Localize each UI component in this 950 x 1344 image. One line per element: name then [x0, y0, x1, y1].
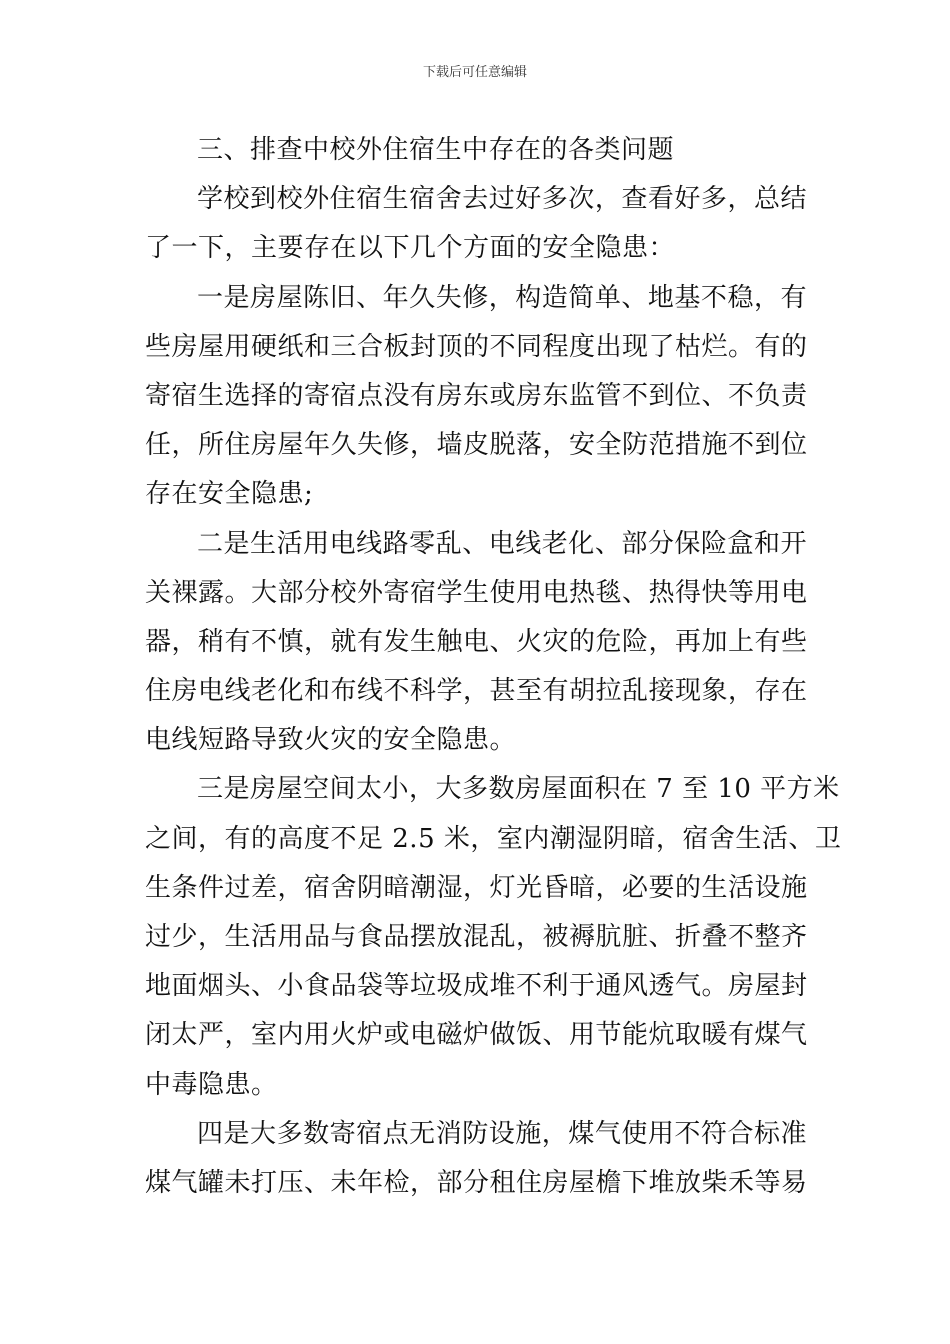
text-line: 之间，有的高度不足 2.5 米，室内潮湿阴暗，宿舍生活、卫: [145, 823, 842, 854]
text-line: 电线短路导致火灾的安全隐患。: [145, 725, 517, 756]
text-line: 中毒隐患。: [145, 1069, 278, 1100]
text-line: 了一下，主要存在以下几个方面的安全隐患：: [145, 233, 676, 264]
document-body: [145, 126, 842, 1208]
text-line: 地面烟头、小食品袋等垃圾成堆不利于通风透气。房屋封: [145, 971, 808, 1002]
text-line: 煤气罐未打压、未年检，部分租住房屋檐下堆放柴禾等易: [145, 1167, 808, 1198]
text-line: 一是房屋陈旧、年久失修，构造简单、地基不稳，有: [197, 282, 807, 313]
text-line: 些房屋用硬纸和三合板封顶的不同程度出现了枯烂。有的: [145, 331, 808, 362]
text-line: 闭太严，室内用火炉或电磁炉做饭、用节能炕取暖有煤气: [145, 1020, 808, 1051]
text-line: 学校到校外住宿生宿舍去过好多次，查看好多，总结: [197, 184, 807, 215]
text-line: 住房电线老化和布线不科学，甚至有胡拉乱接现象，存在: [145, 676, 808, 707]
text-line: 生条件过差，宿舍阴暗潮湿，灯光昏暗，必要的生活设施: [145, 872, 808, 903]
text-line: 三是房屋空间太小，大多数房屋面积在 7 至 10 平方米: [197, 774, 840, 805]
text-line: 存在安全隐患;: [145, 479, 314, 510]
text-line: 三、排查中校外住宿生中存在的各类问题: [197, 135, 675, 165]
text-line: 任，所住房屋年久失修，墙皮脱落，安全防范措施不到位: [145, 430, 808, 461]
text-line: 关裸露。大部分校外寄宿学生使用电热毯、热得快等用电: [145, 577, 808, 608]
text-line: 四是大多数寄宿点无消防设施，煤气使用不符合标准: [197, 1118, 807, 1149]
text-line: 寄宿生选择的寄宿点没有房东或房东监管不到位、不负责: [145, 380, 808, 411]
text-line: 器，稍有不慎，就有发生触电、火灾的危险，再加上有些: [145, 626, 808, 657]
text-line: 二是生活用电线路零乱、电线老化、部分保险盒和开: [197, 528, 807, 559]
text-line: 过少，生活用品与食品摆放混乱，被褥肮脏、折叠不整齐: [145, 922, 808, 952]
page-header: 下载后可任意编辑: [422, 65, 527, 80]
